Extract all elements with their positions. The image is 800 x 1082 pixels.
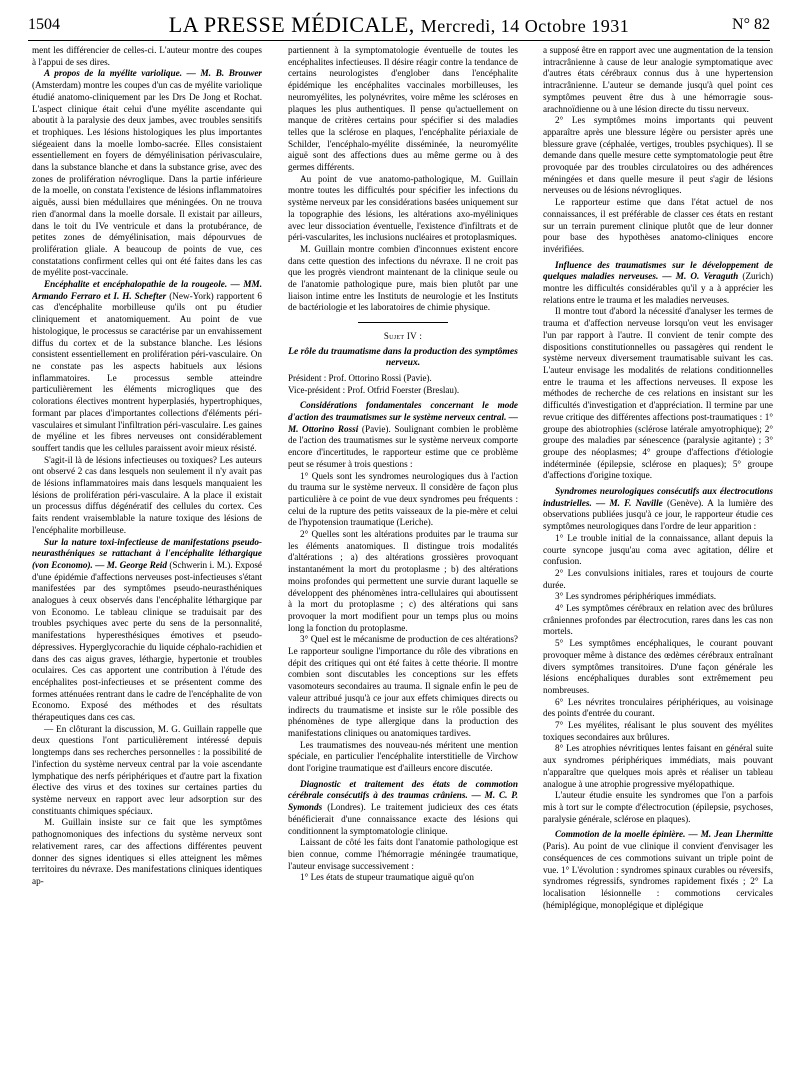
paragraph: (Paris). Au point de vue clinique il convient d'envisager les conséquences de ces commotions suivant un triple point de vue. 1° L'évolution : syndromes spinaux curables ou réversifs, syndromes régressifs, syndromes rapidement fixés ; 2° La localisation lésionnelle : commotions cervicales (hémiplégique, monoplégique et diplégique (543, 841, 773, 910)
list-item: 6° Les névrites tronculaires périphériques, au voisinage des points d'entrée du courant. (543, 696, 773, 719)
journal-title-line (28, 12, 770, 38)
header-rule (28, 40, 770, 41)
president-line: Président : Prof. Ottorino Rossi (Pavie). (288, 372, 432, 383)
paragraph: L'auteur étudie ensuite les syndromes que l'on a parfois mis à tort sur le compte d'électrocution (épilepsie, psychoses, paralysie générale, sclérose en plaques). (543, 790, 773, 824)
paragraph: Laissant de côté les faits dont l'anatomie pathologique est bien connue, comme l'hémorragie méningée traumatique, l'auteur envisage successivement : (288, 837, 518, 871)
paragraph: (New-York) rapportent 6 cas d'encéphalite morbilleuse qu'ils ont pu étudier cliniquement et anatomiquement. Au point de vue histologique, le processus se caractérise par un envahissement diffus du cortex et de la substance blanche. Les lésions consistent essentiellement en prolifération péri-vasculaire. On ne constate pas les aspects habituels aux lésions inflammatoires. Le processus semble atteindre particulièrement les éléments microgliques que des colorations électives montrent hyperplasiés, hypertrophiques, formant par places d'importantes collections d'éléments péri-vasculaires et simulant l'infiltration péri-vasculaire. Les gaines de myéline et les fibres nerveuses ont considérablement souffert tandis que les cellules paraissent avoir mieux résisté. (32, 290, 262, 453)
paragraph: a supposé être en rapport avec une augmentation de la tension intracrânienne à cause de leur analogie symptomatique avec d'autres états cérébraux connus dus à une hypertension intracrânienne. L'auteur se demande jusqu'à quel point ces symptômes peuvent être dus à une hémorragie sous-arachnoïdienne ou à une lésion directe du tissu nerveux. (543, 45, 773, 114)
article-heading: Considérations fondamentales concernant le mode d'action des traumatismes sur le système nerveux central. — M. Ottorino Rossi (288, 400, 518, 434)
paragraph: — En clôturant la discussion, M. G. Guillain rappelle que deux questions l'ont particulièrement intéressé depuis longtemps dans ses recherches personnelles : la possibilité de l'infection du système nerveux central par la voie ascendante lymphatique des nerfs périphériques et d'autre part la fixation élective des virus et des toxines sur certaines parties du système nerveux en rapport avec leur adsorption sur des constituants chimiques spéciaux. (32, 723, 262, 816)
paragraph: M. Guillain insiste sur ce fait que les symptômes pathognomoniques des infections du système nerveux sont relativement rares, car des affections différentes peuvent donner des signes identiques si elles atteignent les mêmes territoires du névraxe. Des manifestations cliniques identiques ap- (32, 817, 262, 886)
paragraph: (Amsterdam) montre les coupes d'un cas de myélite variolique étudié anatomo-cliniquement par les Drs De Jong et Rochat. L'aspect clinique était celui d'une myélite ascendante qui aboutit à la paralysie des deux jambes, avec troubles sensitifs et trophiques. Les lésions histologiques les plus importantes siégeaient dans la moelle lombo-sacrée. Elles consistaient essentiellement en foyers de démyélinisation périvasculaire, dans la substance blanche et dans la substance grise, avec des zones de prolifération névroglique. Dans la partie inférieure de la moelle, on constata l'existence de lésions inflammatoires aiguës, aussi bien médullaires que méningées. On ne trouva rien d'anormal dans la moelle dorsale. Il existait par ailleurs, dans le toit du IVe ventricule et dans la protubérance, de petites zones de démyélinisation, mais dépourvues de prolifération gliale. A beaucoup de points de vue, ces constatations confirment celles qui ont été faites dans les cas de myélite post-vaccinale. (32, 80, 262, 278)
article-heading: A propos de la myélite variolique. — M. B. Brouwer (44, 68, 262, 79)
paragraph: (Pavie). Soulignant combien le problème de l'action des traumatismes sur le système nerveux comporte encore d'incertitudes, le rapporteur estime que ce problème peut se résumer à trois questions : (288, 423, 518, 469)
paragraph: (Zurich) montre les difficultés considérables qu'il y a à apprécier les relations entre le trauma et les maladies nerveuses. (543, 271, 773, 305)
section-label: Sujet IV : (383, 331, 423, 342)
page-number: 1504 (28, 16, 60, 33)
list-item: 4° Les symptômes cérébraux en relation avec des brûlures crâniennes profondes par électrocution, rares dans les cas non mortels. (543, 603, 773, 637)
column-1 (32, 45, 262, 1065)
issue-number: N° 82 (732, 16, 770, 33)
paragraph: ment les différencier de celles-ci. L'auteur montre des coupes à l'appui de ses dires. (32, 45, 262, 67)
list-item: 2° Les convulsions initiales, rares et toujours de courte durée. (543, 567, 773, 590)
list-item: 1° Le trouble initial de la connaissance, allant depuis la courte syncope jusqu'au coma avec agitation, délire et confusion. (543, 532, 773, 567)
paragraph: (Schwerin i. M.). Exposé d'une épidémie d'affections nerveuses post-infectieuses s'étant manifestées par des symptômes pseudo-neurasthéniques analogues à ceux observés dans l'encéphalite léthargique par von Economo. Le tableau clinique se traduisait par des troubles psychiques avec perte du sens de la personnalité, manifestations hyperesthésiques émotives et pseudo-dépressives. Hyperglycorachie du liquide céphalo-rachidien et dans des cas aigus graves, léthargie, hypertonie et troubles oculaires. Ces cas apportent une contribution à l'étude des encéphalites post-infectieuses et se présentent comme des formes atténuées rentrant dans le cadre de l'encéphalite de von Economo. Exposé des méthodes et des résultats thérapeutiques dans ces cas. (32, 559, 262, 723)
article-heading: Syndromes neurologiques consécutifs aux électrocutions industrielles. — M. F. Naville (543, 486, 773, 508)
paragraph: (Londres). Le traitement judicieux des ces états bénéficierait d'une connaissance exacte des lésions qui conditionnent la symptomatologie clinique. (288, 802, 518, 836)
section-divider (358, 322, 448, 323)
article-commotion-moelle (543, 829, 773, 911)
paragraph: 1° Quels sont les syndromes neurologiques dus à l'action du trauma sur le système nerveux. Il considère de façon plus particulière à ce point de vue deux syndromes peu fréquents : celui de la rupture des petits vaisseaux de la pie-mère et celui de l'hypotension traumatique (Leriche). (288, 470, 518, 528)
paragraph: M. Guillain montre combien d'inconnues existent encore dans cette question des infections du névraxe. Il ne croit pas que les progrès viendront maintenant de la clinique seule ou de l'anatomie pathologique pure, mais bien plutôt par une liaison intime entre les Instituts de neurologie et les Instituts de bactériologie et les laboratoires de chimie physique. (288, 243, 518, 313)
paragraph: Au point de vue anatomo-pathologique, M. Guillain montre toutes les difficultés pour spécifier les infections du système nerveux par les considérations basées uniquement sur la topographie des lésions, les altérations axo-myéliniques avec leur dissociation éventuelle, l'existence d'infiltrats et de péri-vascularites, les inclusions nucléaires et protoplasmiques. (288, 173, 518, 243)
article-considerations (288, 400, 518, 470)
article-toxi-infectieuse (32, 537, 262, 724)
paragraph: Le rapporteur estime que dans l'état actuel de nos connaissances, il est préférable de classer ces états en restant sur un terrain purement clinique plutôt que de leur donner pour base des hypothèses anatomo-cliniques encore invérifiées. (543, 197, 773, 254)
paragraph: 2° Quelles sont les altérations produites par le trauma sur les éléments anatomiques. Il distingue trois modalités d'altérations ; a) des altérations grossières provoquant instantanément la mort du protoplasme ; b) des altérations moins profondes qui permettent une survie durant laquelle se développent des phénomènes intra-cellulaires qui aboutissent à la mort du protoplasme ; c) des altérations qui sans provoquer la mort modifient pour un temps plus ou moins long la fonction du protoplasme. (288, 529, 518, 633)
article-heading: Encéphalite et encéphalopathie de la rougeole. — MM. Armando Ferraro et I. H. Schefter (32, 279, 262, 301)
article-heading: Sur la nature toxi-infectieuse de manifestations pseudo-neurasthéniques se rattachant à l'encéphalite léthargique (von Economo). — M. George Reid (32, 536, 262, 570)
article-heading: Diagnostic et traitement des états de commotion cérébrale consécutifs à des traumas crâniens. — M. C. P. Symonds (288, 778, 518, 813)
article-influence-traumatismes (543, 260, 773, 307)
paragraph: Les traumatismes des nouveau-nés méritent une mention spéciale, en particulier l'encéphalite interstitielle de Virchow dont l'origine traumatique est d'ailleurs encore discutée. (288, 739, 518, 774)
article-heading: Commotion de la moelle épinière. — M. Jean Lhermitte (555, 829, 773, 840)
article-commotion-cerebrale (288, 779, 518, 838)
vice-president-line: Vice-président : Prof. Otfrid Foerster (Breslau). (288, 384, 460, 395)
article-heading: Influence des traumatismes sur le développement de quelques maladies nerveuses. — M. O. Veraguth (543, 259, 773, 282)
list-item: 7° Les myélites, réalisant le plus souvent des myélites toxiques secondaires aux brûlures. (543, 720, 773, 742)
list-item: 8° Les atrophies névritiques lentes faisant en général suite aux syndromes périphériques immédiats, mais pouvant n'apparaître que quelques mois après et réaliser un tableau analogue à une atrophie progressive myélopathique. (543, 743, 773, 789)
article-encephalite-rougeole (32, 279, 262, 455)
article-electrocutions (543, 486, 773, 533)
paragraph: 2° Les symptômes moins importants qui peuvent apparaître après une blessure légère ou persister après une blessure grave (céphalée, vertiges, troubles psychiques). Il se demande dans quelle mesure cette symptomatologie peut être provoquée par des troubles circulatoires ou des adhérences méningées et dans quelle mesure il peut s'agir de lésions nerveuses ou de lésions névrogliques. (543, 115, 773, 196)
column-3 (543, 45, 773, 1065)
paragraph: 3° Quel est le mécanisme de production de ces altérations? Le rapporteur souligne l'importance du rôle des vibrations en dépit des critiques qui ont été faites à cette théorie. Il montre combien sont discutables les conceptions sur les effets vasomoteurs secondaires au trauma. Il signale enfin le peu de valeur attribué jusqu'à ce jour aux effets chimiques directs ou indirects du traumatisme et insiste sur le rôle possible des phénomènes de type allergique dans la production des manifestations cliniques ou anatomiques tardives. (288, 634, 518, 738)
paragraph: S'agit-il là de lésions infectieuses ou toxiques? Les auteurs ont observé 2 cas dans lesquels non seulement il n'y avait pas de lésions inflammatoires mais dans lesquels manquaient les lésions de prolifération péri-vasculaire. A la place il existait un processus diffus dégénératif des cellules du cortex. Ces faits rendent vraisemblable la nature toxique des lésions de l'encéphalite morbilleuse. (32, 454, 262, 535)
paragraph: Il montre tout d'abord la nécessité d'analyser les termes de trauma et d'affection nerveuse lorsqu'on veut les envisager l'un par rapport à l'autre. Il convient de tenir compte des dispositions constitutionnelles ou passagères qui rendent le système nerveux diversement traumatisable suivant les cas. L'auteur envisage les modalités de relations conditionnelles entre le trauma et les affections nerveuses. Il expose les méthodes de recherche de ces relations en insistant sur les difficultés d'investigation et d'appréciation. Il termine par une revue critique des différentes affections post-traumatiques : 1° groupe des abiotrophies (sclérose latérale amyotrophique); 2° groupe des maladies par sénescence (paralysie agitante) ; 3° groupe des néoplasmes; 4° groupe d'affections d'étiologie indéterminée (épilepsie, sclérose en plaques); 5° groupe d'affections d'origine toxique. (543, 306, 773, 481)
column-2 (288, 45, 518, 1065)
list-item: 3° Les syndromes périphériques immédiats. (555, 591, 717, 602)
article-myelite-variolique (32, 68, 262, 279)
paragraph: (Genève). A la lumière des observations publiées jusqu'à ce jour, le rapporteur étudie ces symptômes neurologiques dans l'ordre de leur apparition : (543, 497, 773, 532)
page-header (28, 12, 770, 38)
journal-name: LA PRESSE MÉDICALE, (168, 12, 415, 37)
paragraph: partiennent à la symptomatologie éventuelle de toutes les encéphalites infectieuses. Il désire réagir contre la tendance de certains neurologistes d'englober dans l'encéphalite épidémique les encéphalites vaccinales morbilleuses, les neuromyélites, les polynévrites, voire même les scléroses en plaques les plus authentiques. Il pense qu'actuellement on manque de critères certains pour spécifier si des maladies telles que la sclérose en plaques, l'encéphalite périaxiale de Schilder, l'encéphalo-myélite disséminée, la neuromyélite aiguë sont des affections dues au même germe ou à des germes différents. (288, 45, 518, 173)
list-item: 5° Les symptômes encéphaliques, le courant pouvant provoquer même à distance des œdèmes cérébraux entraînant divers symptômes transitoires. D'une façon générale les lésions encéphaliques durables sont extrêmement peu nombreuses. (543, 638, 773, 695)
section-title: Le rôle du traumatisme dans la production des symptômes nerveux. (288, 345, 518, 369)
issue-date: Mercredi, 14 Octobre 1931 (420, 16, 630, 36)
paragraph: 1° Les états de stupeur traumatique aiguë qu'on (300, 872, 474, 883)
